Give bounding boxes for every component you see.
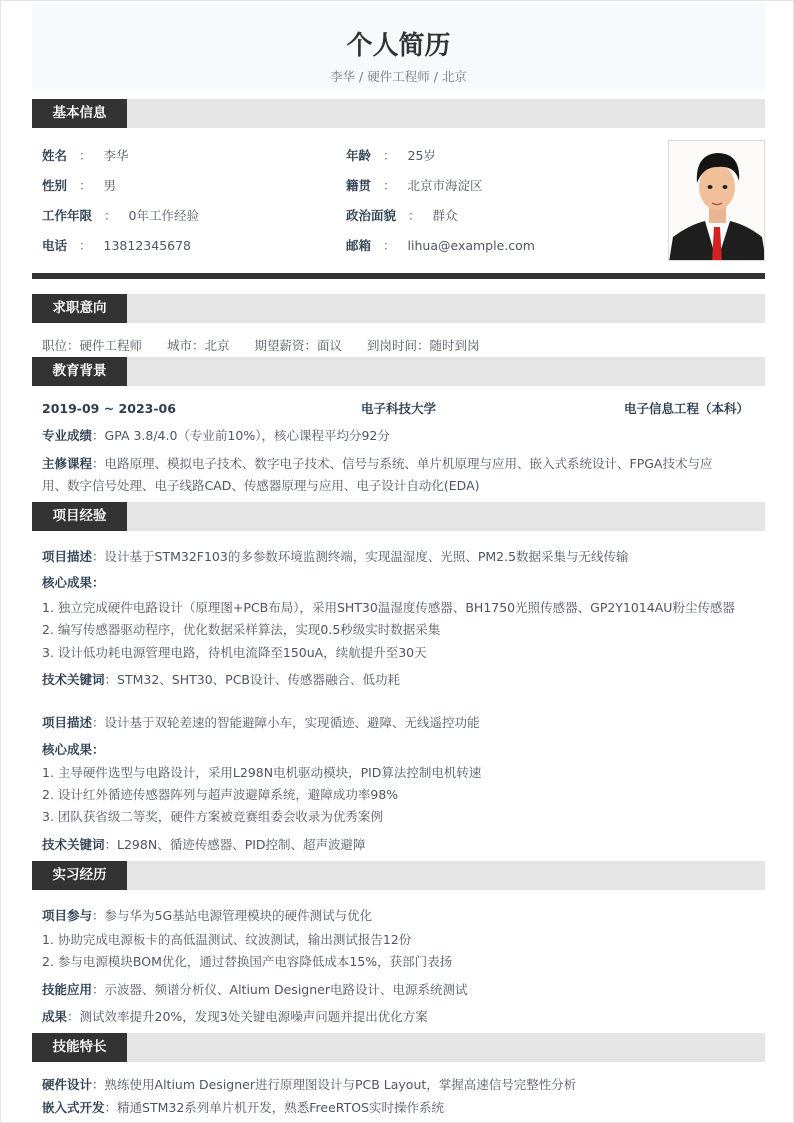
list-item: 1. 独立完成硬件电路设计（原理图+PCB布局），采用SHT30温湿度传感器、BH1750光照传感器、GP2Y1014AU粉尘传感器: [42, 600, 735, 615]
section-header-projects: [32, 502, 765, 531]
value: 男: [103, 178, 117, 193]
field-experience: [42, 207, 199, 225]
section-title: 技能特长: [32, 1033, 127, 1062]
colon: ：: [383, 178, 396, 193]
colon: ：: [383, 148, 396, 163]
field-phone: [42, 237, 191, 255]
value: 李华: [103, 148, 129, 163]
section-title: 基本信息: [32, 99, 127, 128]
section-header-internship: [32, 861, 765, 890]
edu-courses-cont: 用、数字信号处理、电子线路CAD、传感器原理与应用、电子设计自动化(EDA): [42, 478, 480, 493]
section-title: 实习经历: [32, 861, 127, 890]
value: ：GPA 3.8/4.0（专业前10%），核心课程平均分92分: [92, 428, 390, 443]
section-header-basic: [32, 99, 765, 128]
project-desc: [42, 714, 480, 732]
section-header-skills: [32, 1033, 765, 1062]
list-item: 2. 编写传感器驱动程序，优化数据采样算法，实现0.5秒级实时数据采集: [42, 622, 441, 637]
section-title: 求职意向: [32, 294, 127, 323]
value: 0年工作经验: [128, 208, 199, 223]
value: 北京市海淀区: [407, 178, 483, 193]
label: 技术关键词: [42, 837, 105, 852]
value: lihua@example.com: [407, 238, 535, 253]
project-desc: [42, 548, 629, 566]
field-age: [346, 147, 436, 165]
label: 项目描述: [42, 549, 93, 564]
edu-courses: [42, 455, 712, 473]
label: 嵌入式开发: [42, 1100, 105, 1115]
value: ：精通STM32系列单片机开发，熟悉FreeRTOS实时操作系统: [104, 1100, 444, 1115]
label: 技术关键词: [42, 672, 105, 687]
field-gender: [42, 177, 116, 195]
list-item: 3. 设计低功耗电源管理电路，待机电流降至150uA，续航提升至30天: [42, 645, 427, 660]
label: 年龄: [346, 148, 372, 163]
value: ：电路原理、模拟电子技术、数字电子技术、信号与系统、单片机原理与应用、嵌入式系统设计、FPGA技术与应: [92, 456, 713, 471]
label: 专业成绩: [42, 428, 93, 443]
value: ：设计基于STM32F103的多参数环境监测终端，实现温湿度、光照、PM2.5数据采集与无线传输: [92, 549, 629, 564]
label: 技能应用: [42, 982, 93, 997]
value: ：测试效率提升20%，发现3处关键电源噪声问题并提出优化方案: [67, 1009, 428, 1024]
label: 籍贯: [346, 178, 372, 193]
skill-item: [42, 1099, 444, 1117]
colon: ：: [408, 208, 421, 223]
section-title: 项目经验: [32, 502, 127, 531]
project-keywords: [42, 836, 366, 854]
list-item: 2. 参与电源模块BOM优化，通过替换国产电容降低成本15%，获部门表扬: [42, 954, 453, 969]
list-item: 2. 设计红外循迹传感器阵列与超声波避障系统，避障成功率98%: [42, 787, 399, 802]
divider: [32, 273, 765, 279]
label: 工作年限: [42, 208, 93, 223]
value: 25岁: [407, 148, 436, 163]
field-political: [346, 207, 458, 225]
edu-period: 2019-09 ~ 2023-06: [42, 401, 176, 416]
colon: ：: [79, 148, 92, 163]
section-header-education: [32, 357, 765, 386]
colon: ：: [104, 208, 117, 223]
value: ：示波器、频谱分析仪、Altium Designer电路设计、电源系统测试: [92, 982, 468, 997]
page-subtitle: 李华 / 硬件工程师 / 北京: [330, 69, 467, 84]
value: 群众: [432, 208, 458, 223]
label: 项目描述: [42, 715, 93, 730]
internship-result: [42, 1008, 428, 1026]
field-hometown: [346, 177, 483, 195]
value: ：设计基于双轮差速的智能避障小车，实现循迹、避障、无线遥控功能: [92, 715, 480, 730]
skill-item: [42, 1076, 576, 1094]
page-title: 个人简历: [346, 31, 451, 61]
field-name: [42, 147, 129, 165]
label: 电话: [42, 238, 68, 253]
project-achievements-label: 核心成果：: [42, 742, 105, 757]
edu-major: 电子信息工程（本科）: [623, 401, 749, 416]
label: 政治面貌: [346, 208, 397, 223]
label: 姓名: [42, 148, 68, 163]
value: 13812345678: [103, 238, 192, 253]
label: 硬件设计: [42, 1077, 93, 1092]
field-email: [346, 237, 535, 255]
list-item: 1. 协助完成电源板卡的高低温测试、纹波测试，输出测试报告12份: [42, 932, 412, 947]
value: ：参与华为5G基站电源管理模块的硬件测试与优化: [92, 908, 373, 923]
edu-gpa: [42, 427, 390, 445]
colon: ：: [79, 238, 92, 253]
project-keywords: [42, 671, 400, 689]
resume-header: [32, 3, 765, 89]
value: ：熟练使用Altium Designer进行原理图设计与PCB Layout，掌握高速信号完整性分析: [92, 1077, 577, 1092]
label: 成果: [42, 1009, 68, 1024]
label: 性别: [42, 178, 68, 193]
list-item: 1. 主导硬件选型与电路设计，采用L298N电机驱动模块，PID算法控制电机转速: [42, 765, 482, 780]
list-item: 3. 团队获省级二等奖，硬件方案被竞赛组委会收录为优秀案例: [42, 809, 383, 824]
section-title: 教育背景: [32, 357, 127, 386]
value: ：L298N、循迹传感器、PID控制、超声波避障: [104, 837, 366, 852]
internship-project: [42, 907, 372, 925]
edu-school: 电子科技大学: [361, 401, 437, 416]
profile-photo: [668, 140, 765, 261]
colon: ：: [383, 238, 396, 253]
label: 邮箱: [346, 238, 372, 253]
section-header-intent: [32, 294, 765, 323]
label: 项目参与: [42, 908, 93, 923]
job-intent: 职位：硬件工程师 城市：北京 期望薪资：面议 到岗时间：随时到岗: [42, 338, 480, 353]
label: 主修课程: [42, 456, 93, 471]
internship-skills: [42, 981, 467, 999]
avatar-illustration: [669, 141, 765, 261]
project-achievements-label: 核心成果：: [42, 575, 105, 590]
value: ：STM32、SHT30、PCB设计、传感器融合、低功耗: [104, 672, 400, 687]
colon: ：: [79, 178, 92, 193]
